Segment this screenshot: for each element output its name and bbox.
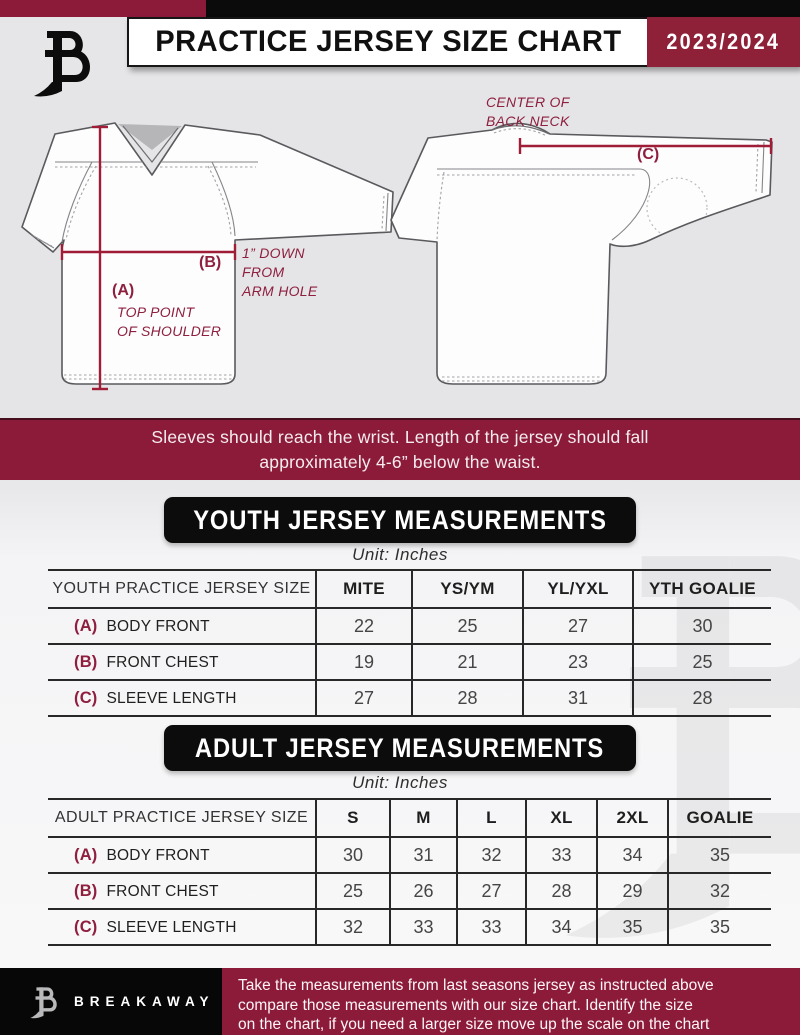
note-top-point-of-shoulder — [117, 303, 221, 341]
value-cell: 25 — [633, 644, 771, 680]
top-strip-maroon — [0, 0, 206, 17]
table-row — [48, 680, 771, 716]
col-mite: MITE — [316, 570, 412, 608]
col-l: L — [457, 799, 526, 837]
footer — [0, 968, 800, 1035]
footer-brand-block — [0, 968, 222, 1035]
table-row — [48, 644, 771, 680]
breakaway-footer-logo-icon — [27, 982, 61, 1022]
adult-table-title: ADULT PRACTICE JERSEY SIZE — [54, 809, 309, 826]
row-label-text: BODY FRONT — [106, 617, 210, 635]
note-line: 1” DOWN — [242, 245, 305, 261]
value-cell: 19 — [316, 644, 412, 680]
value-cell: 21 — [412, 644, 523, 680]
table-row — [48, 837, 771, 873]
footer-line-1: Take the measurements from last seasons jersey as instructed above — [238, 977, 714, 994]
row-label — [48, 608, 316, 644]
footer-line-2: compare those measurements with our size chart. Identify the size — [238, 996, 693, 1014]
row-label-text: BODY FRONT — [106, 846, 210, 864]
footer-line-3: on the chart, if you need a larger size move up the scale on the chart — [238, 1016, 710, 1033]
note-line: ARM HOLE — [242, 283, 318, 299]
footer-instructions — [222, 968, 800, 1035]
jersey-diagrams — [0, 90, 800, 418]
value-cell: 32 — [457, 837, 526, 873]
measurements-section — [0, 480, 800, 968]
adult-heading-text: ADULT JERSEY MEASUREMENTS — [195, 732, 605, 763]
value-cell: 34 — [597, 837, 668, 873]
row-label — [48, 644, 316, 680]
col-yl-yxl: YL/YXL — [523, 570, 633, 608]
col-goalie: GOALIE — [668, 799, 771, 837]
marker-b-label: (B) — [199, 254, 222, 271]
value-cell: 22 — [316, 608, 412, 644]
value-cell: 35 — [597, 909, 668, 945]
note-line: OF SHOULDER — [117, 323, 222, 339]
youth-size-table — [48, 569, 771, 717]
value-cell: 33 — [457, 909, 526, 945]
value-cell: 33 — [390, 909, 457, 945]
value-cell: 27 — [457, 873, 526, 909]
youth-unit-label: Unit: Inches — [352, 545, 448, 564]
value-cell: 23 — [523, 644, 633, 680]
note-line: TOP POINT — [117, 304, 195, 320]
row-label-text: FRONT CHEST — [106, 882, 219, 900]
table-row — [48, 909, 771, 945]
value-cell: 25 — [316, 873, 390, 909]
value-cell: 31 — [390, 837, 457, 873]
adult-header-row — [48, 799, 771, 837]
adult-size-table — [48, 798, 771, 946]
row-marker: (A) — [74, 845, 98, 864]
table-row — [48, 608, 771, 644]
row-marker: (C) — [74, 917, 98, 936]
col-xl: XL — [526, 799, 597, 837]
value-cell: 34 — [526, 909, 597, 945]
banner-line-2: approximately 4-6” below the waist. — [259, 452, 541, 472]
title-box — [127, 17, 647, 67]
value-cell: 26 — [390, 873, 457, 909]
value-cell: 32 — [668, 873, 771, 909]
col-2xl: 2XL — [597, 799, 668, 837]
marker-a-label: (A) — [112, 282, 135, 299]
jersey-diagram-area — [0, 90, 800, 418]
row-label-text: FRONT CHEST — [106, 653, 219, 671]
note-line: CENTER OF — [486, 94, 570, 110]
note-down-from-arm-hole — [242, 244, 318, 301]
row-label — [48, 909, 316, 945]
note-line: FROM — [242, 264, 285, 280]
breakaway-logo-icon — [26, 26, 100, 98]
header — [127, 17, 800, 67]
value-cell: 31 — [523, 680, 633, 716]
youth-section-heading — [164, 497, 636, 543]
col-s: S — [316, 799, 390, 837]
row-marker: (A) — [74, 616, 98, 635]
adult-section-heading — [164, 725, 636, 771]
season-badge — [647, 17, 800, 67]
value-cell: 25 — [412, 608, 523, 644]
row-marker: (B) — [74, 652, 98, 671]
note-center-of-back-neck — [486, 93, 570, 131]
row-marker: (B) — [74, 881, 98, 900]
value-cell: 35 — [668, 909, 771, 945]
row-label-text: SLEEVE LENGTH — [106, 689, 237, 707]
row-marker: (C) — [74, 688, 98, 707]
value-cell: 28 — [412, 680, 523, 716]
value-cell: 28 — [633, 680, 771, 716]
col-yth-goalie: YTH GOALIE — [633, 570, 771, 608]
col-ys-ym: YS/YM — [412, 570, 523, 608]
value-cell: 33 — [526, 837, 597, 873]
season-text: 2023/2024 — [666, 29, 781, 54]
top-strip-black — [206, 0, 800, 17]
back-jersey-diagram — [389, 123, 772, 384]
table-row — [48, 873, 771, 909]
value-cell: 30 — [316, 837, 390, 873]
marker-c-label: (C) — [637, 146, 660, 163]
youth-heading-text: YOUTH JERSEY MEASUREMENTS — [193, 504, 607, 535]
value-cell: 30 — [633, 608, 771, 644]
banner-line-1: Sleeves should reach the wrist. Length of the jersey should fall — [151, 427, 649, 447]
fit-note-banner — [0, 418, 800, 480]
value-cell: 35 — [668, 837, 771, 873]
row-label — [48, 837, 316, 873]
row-label-text: SLEEVE LENGTH — [106, 918, 237, 936]
value-cell: 27 — [523, 608, 633, 644]
value-cell: 32 — [316, 909, 390, 945]
note-line: BACK NECK — [486, 113, 570, 129]
row-label — [48, 680, 316, 716]
value-cell: 28 — [526, 873, 597, 909]
page-title: PRACTICE JERSEY SIZE CHART — [154, 25, 622, 58]
row-label — [48, 873, 316, 909]
youth-header-row — [48, 570, 771, 608]
youth-table-title: YOUTH PRACTICE JERSEY SIZE — [52, 580, 311, 597]
value-cell: 29 — [597, 873, 668, 909]
brand-name: BREAKAWAY — [74, 994, 215, 1009]
col-m: M — [390, 799, 457, 837]
adult-unit-label: Unit: Inches — [352, 773, 448, 792]
value-cell: 27 — [316, 680, 412, 716]
